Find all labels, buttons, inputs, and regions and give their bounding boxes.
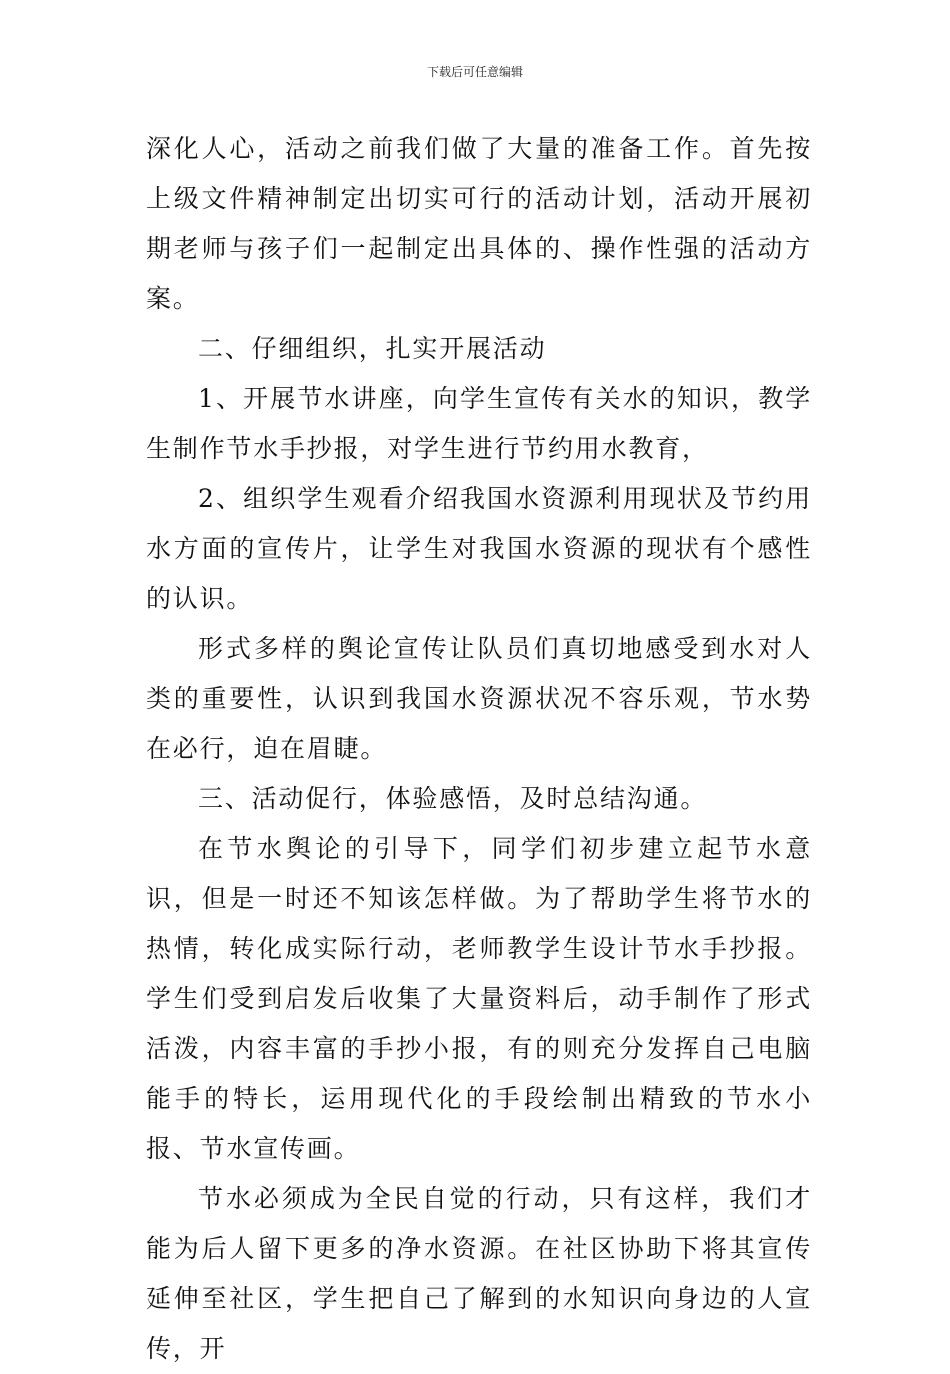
section-heading-2: 二、仔细组织，扎实开展活动 [198, 334, 547, 363]
page-header-note: 下载后可任意编辑 [426, 65, 523, 79]
list-item-1: 1、开展节水讲座，向学生宣传有关水的知识，教学生制作节水手抄报，对学生进行节约用水教育， [146, 384, 812, 463]
section-heading-3: 三、活动促行，体验感悟，及时总结沟通。 [198, 784, 708, 813]
paragraph-1: 深化人心，活动之前我们做了大量的准备工作。首先按上级文件精神制定出切实可行的活动计划，活动开展初期老师与孩子们一起制定出具体的、操作性强的活动方案。 [146, 134, 812, 313]
paragraph-handcopy: 在节水舆论的引导下，同学们初步建立起节水意识，但是一时还不知该怎样做。为了帮助学生将节水的热情，转化成实际行动，老师教学生设计节水手抄报。学生们受到启发后收集了大量资料后，动手制作了形式活泼，内容丰富的手抄小报，有的则充分发挥自己电脑能手的特长，运用现代化的手段绘制出精致的节水小报、节水宣传画。 [146, 834, 812, 1163]
paragraph-publicity: 形式多样的舆论宣传让队员们真切地感受到水对人类的重要性，认识到我国水资源状况不容乐观，节水势在必行，迫在眉睫。 [146, 634, 812, 763]
list-item-2: 2、组织学生观看介绍我国水资源利用现状及节约用水方面的宣传片，让学生对我国水资源的现状有个感性的认识。 [146, 484, 812, 613]
document-body [146, 124, 812, 1374]
paragraph-community: 节水必须成为全民自觉的行动，只有这样，我们才能为后人留下更多的净水资源。在社区协助下将其宣传延伸至社区，学生把自己了解到的水知识向身边的人宣传，开 [146, 1184, 812, 1363]
